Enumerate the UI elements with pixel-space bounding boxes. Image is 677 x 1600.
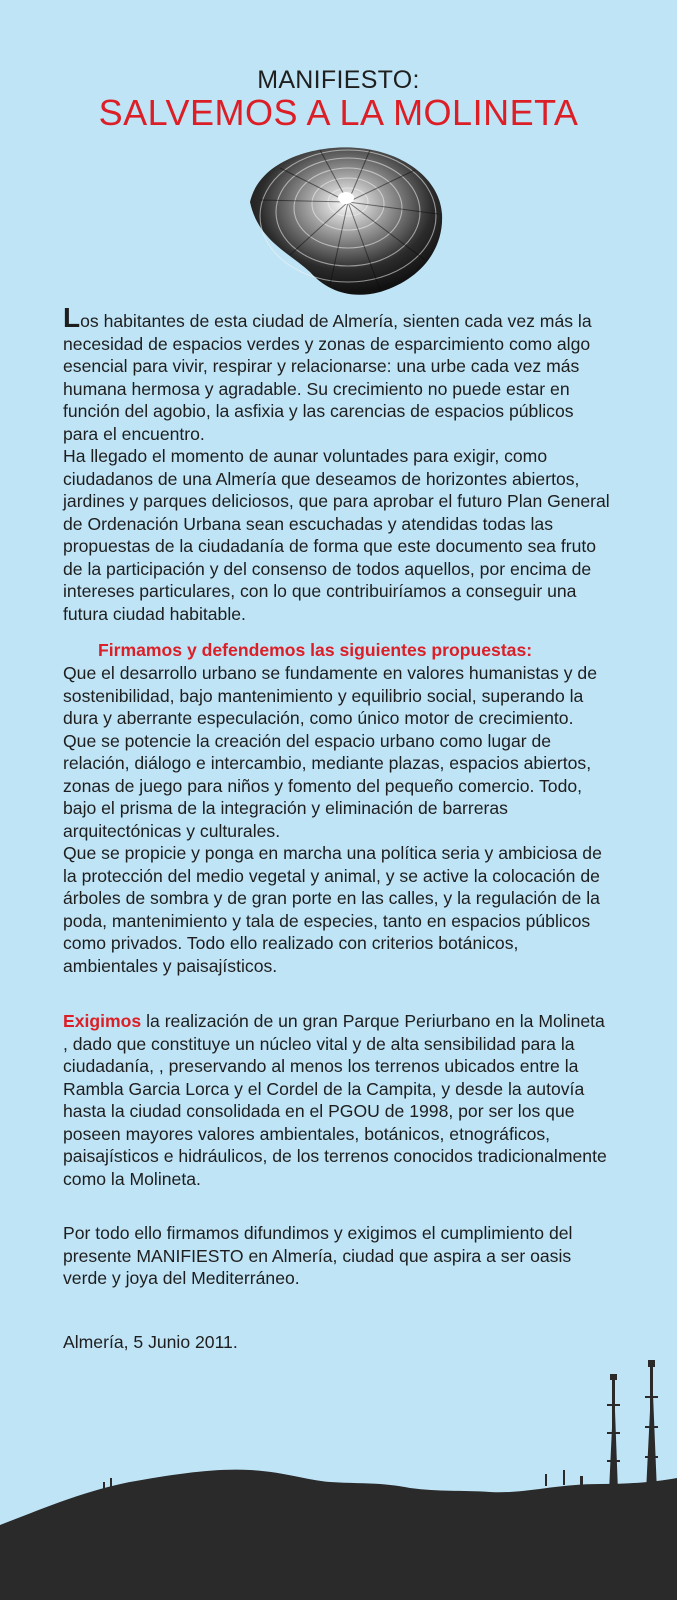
conclusion-paragraph: Por todo ello firmamos difundimos y exigimos el cumplimiento del presente MANIFIESTO en Almería, ciudad que aspira a ser oasis verde y joya del Mediterráneo.	[63, 1223, 573, 1288]
drop-cap: L	[63, 302, 81, 333]
exigimos-label: Exigimos	[63, 1011, 142, 1031]
intro-text: os habitantes de esta ciudad de Almería, sienten cada vez más la necesidad de espacios verdes y zonas de esparcimiento como algo esencial para vivir, respirar y relacionarse: una urbe cada vez más humana hermosa y agradable. Su crecimiento no puede estar en función del agobio, la asfixia y las carencias de espacios públicos para el encuentro.	[63, 311, 592, 444]
intro-text-2: Ha llegado el momento de aunar voluntades para exigir, como ciudadanos de una Almería que deseamos de horizontes abiertos, jardines y parques deliciosos, que para aprobar el futuro Plan General de Ordenación Urbana sean escuchadas y atendidas todas las propuestas de la ciudadanía de forma que este documento sea fruto de la participación y del consenso de todos aquellos, por encima de intereses particulares, con lo que contribuiríamos a conseguir una futura ciudad habitable.	[63, 446, 610, 624]
manifesto-title: SALVEMOS A LA MOLINETA	[98, 92, 579, 133]
propuesta-3: Que se propicie y ponga en marcha una política seria y ambiciosa de la protección del medio vegetal y animal, y se active la colocación de árboles de sombra y de gran porte en las calles, y la regulación de la poda, mantenimiento y tala de especies, tanto en espacios públicos como privados. Todo ello realizado con criterios botánicos, ambientales y paisajísticos.	[63, 843, 602, 976]
propuestas-heading: Firmamos y defendemos las siguientes propuestas:	[98, 640, 533, 660]
intro-paragraph	[63, 302, 613, 625]
exigimos-paragraph	[63, 1010, 613, 1190]
signature-date: Almería, 5 Junio 2011.	[63, 1332, 238, 1352]
propuestas-list	[63, 662, 613, 977]
shell-icon	[240, 140, 450, 300]
manifesto-kicker: MANIFIESTO:	[257, 66, 420, 94]
exigimos-text: la realización de un gran Parque Periurbano en la Molineta , dado que constituye un núcleo vital y de alta sensibilidad para la ciudadanía, , preservando al menos los terrenos ubicados entre la Rambla Garcia Lorca y el Cordel de la Campita, y desde la autovía hasta la ciudad consolidada en el PGOU de 1998, por ser los que poseen mayores valores ambientales, botánicos, etnográficos, paisajísticos e hidráulicos, de los terrenos conocidos tradicionalmente como la Molineta.	[63, 1011, 607, 1189]
propuesta-2: Que se potencie la creación del espacio urbano como lugar de relación, diálogo e intercambio, mediante plazas, espacios abiertos, zonas de juego para niños y fomento del pequeño comercio. Todo, bajo el prisma de la integración y eliminación de barreras arquitectónicas y culturales.	[63, 730, 592, 841]
hill-silhouette-icon	[0, 1360, 677, 1600]
propuesta-1: Que el desarrollo urbano se fundamente en valores humanistas y de sostenibilidad, bajo mantenimiento y equilibrio social, superando la dura y aberrante especulación, como único motor de crecimiento.	[63, 663, 597, 728]
